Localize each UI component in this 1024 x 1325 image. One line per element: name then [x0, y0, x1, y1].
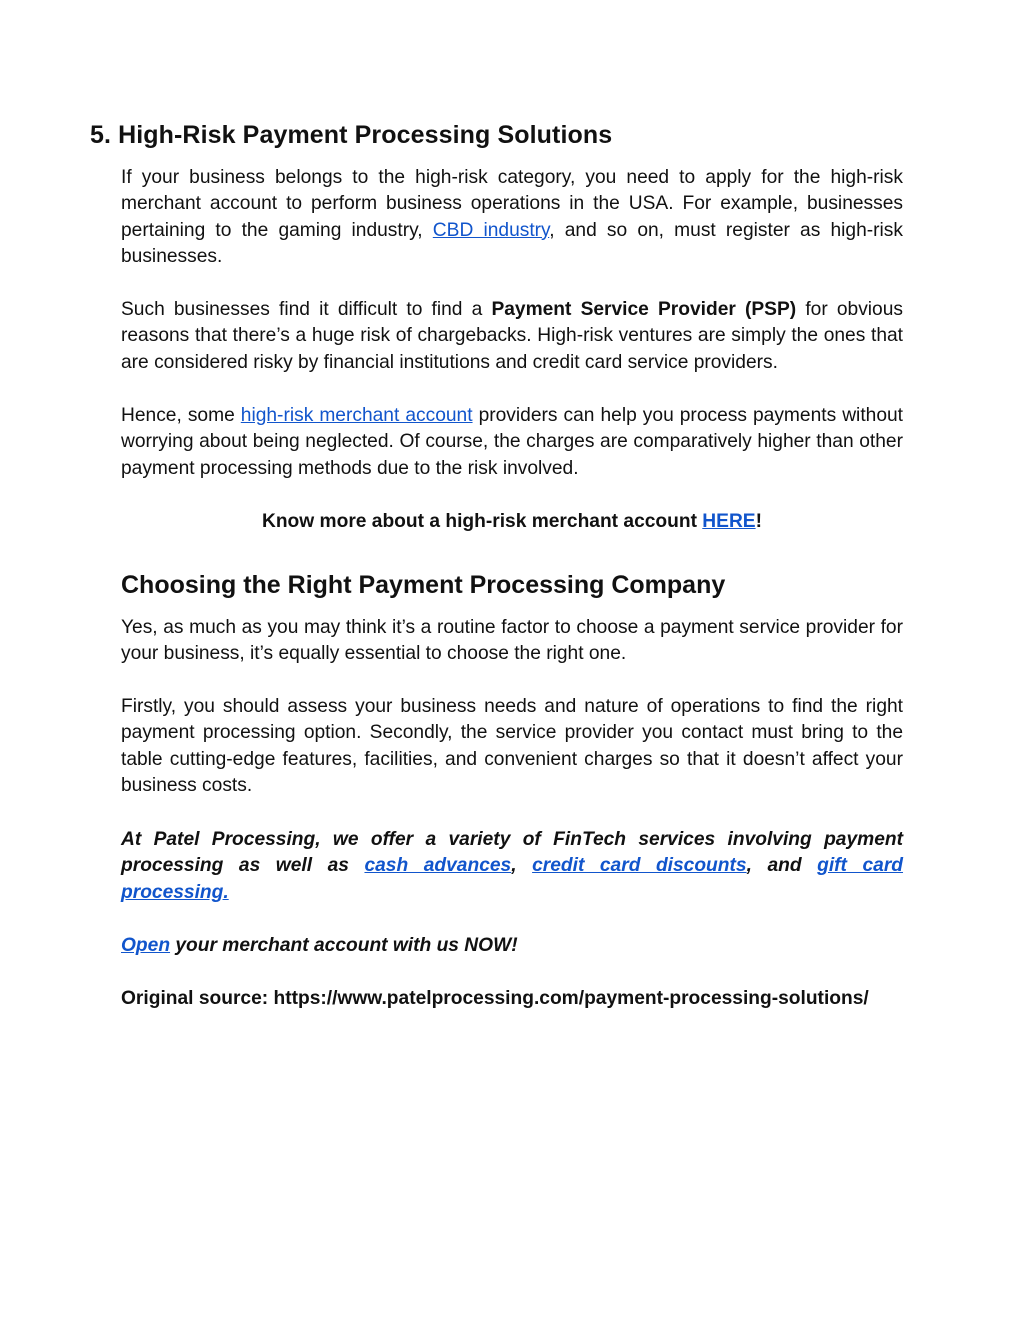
text-run: Hence, some [121, 405, 241, 426]
section-heading-high-risk [90, 121, 612, 150]
text-run: for obvious reasons that there’s a huge risk of chargebacks. High-risk ventures are simply the ones that are considered risky by financial institutions and credit card service providers. [121, 299, 903, 373]
gift-card-processing-link[interactable]: gift card processing. [121, 855, 904, 903]
cta-know-more [121, 509, 903, 535]
cash-advances-link[interactable]: cash advances [364, 855, 512, 877]
open-link[interactable]: Open [121, 935, 171, 956]
text-run: ! [755, 511, 762, 532]
text-run: , and [746, 855, 818, 877]
section-heading-choosing: Choosing the Right Payment Processing Company [121, 571, 726, 599]
credit-card-discounts-link[interactable]: credit card discounts [532, 855, 747, 877]
section-number: 5. [90, 121, 112, 149]
text-run: At Patel Processing, we offer a variety of FinTech services involving payment processing as well as [121, 829, 903, 877]
cbd-industry-link[interactable]: CBD industry [432, 219, 550, 241]
psp-bold-text: Payment Service Provider (PSP) [491, 299, 797, 320]
text-run: , [511, 855, 533, 877]
section-title: High-Risk Payment Processing Solutions [118, 121, 613, 149]
paragraph-assess-needs: Firstly, you should assess your business needs and nature of operations to find the right payment processing option. Secondly, the service provider you contact must bring to the table cutting-edge features, facilities, and convenient charges so that it doesn’t affect your business costs. [121, 696, 903, 797]
paragraph-high-risk-intro [121, 165, 903, 271]
paragraph-routine-factor: Yes, as much as you may think it’s a routine factor to choose a payment service provider for your business, it’s equally essential to choose the right one. [121, 617, 903, 665]
paragraph-psp [121, 297, 903, 376]
text-run: , and so on, must register as high-risk businesses. [121, 219, 903, 268]
text-run: If your business belongs to the high-risk category, you need to apply for the high-risk merchant account to perform business operations in the USA. For example, businesses pertaining to the gaming industry, [121, 167, 903, 241]
paragraph-patel-services [121, 827, 903, 906]
paragraph-high-risk-providers [121, 403, 903, 482]
text-run: your merchant account with us NOW! [170, 935, 518, 956]
here-link[interactable]: HERE [702, 511, 756, 532]
text-run: Such businesses find it difficult to find a [121, 299, 492, 320]
text-run: Know more about a high-risk merchant account [261, 511, 703, 532]
paragraph-open-account [121, 933, 903, 959]
text-run: providers can help you process payments without worrying about being neglected. Of course, the charges are comparatively higher than other payment processing methods due to the risk involved. [121, 405, 903, 479]
original-source: Original source: https://www.patelprocessing.com/payment-processing-solutions/ [121, 988, 869, 1009]
high-risk-merchant-account-link[interactable]: high-risk merchant account [240, 405, 473, 426]
